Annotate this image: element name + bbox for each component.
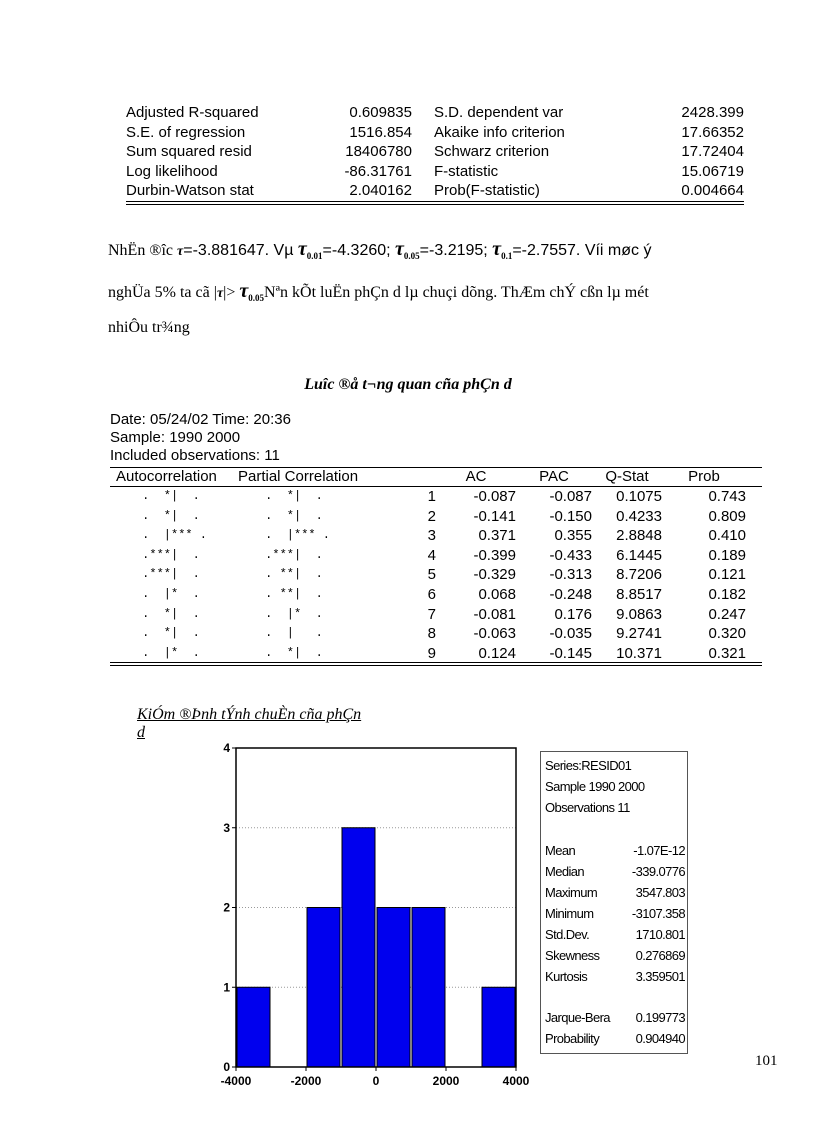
lag-value: 9 xyxy=(427,644,436,662)
correlogram-row xyxy=(110,487,762,507)
stats-line xyxy=(545,1031,685,1046)
ac-value: 0.371 xyxy=(478,527,516,545)
partial-correlation-bar: . *| . xyxy=(250,645,338,660)
histogram-bar xyxy=(342,828,375,1067)
stat-value: 0.609835 xyxy=(349,104,412,121)
stats-line-label: Jarque-Bera xyxy=(545,1010,610,1025)
stats-table-rule xyxy=(126,201,744,205)
stats-line-value: 1710.801 xyxy=(635,927,685,942)
result-paragraph-line1 xyxy=(108,238,758,261)
stats-line-value: -3107.358 xyxy=(631,906,685,921)
correlogram-date: Date: 05/24/02 Time: 20:36 xyxy=(110,411,291,428)
x-tick-label: 2000 xyxy=(432,1074,460,1088)
stat-value: 15.06719 xyxy=(681,162,744,180)
spacer xyxy=(412,162,434,182)
stat-label: Schwarz criterion xyxy=(434,143,550,160)
stats-observations: Observations 11 xyxy=(545,800,630,815)
stat-value: 17.66352 xyxy=(681,123,744,141)
stat-value: 2.040162 xyxy=(349,182,412,199)
qstat-value: 9.0863 xyxy=(616,605,662,623)
result-paragraph-line2 xyxy=(108,280,758,303)
qstat-value: 0.1075 xyxy=(616,488,662,505)
stats-line-value: 3547.803 xyxy=(635,885,685,900)
correlogram-meta xyxy=(110,411,291,465)
x-tick-label: -2000 xyxy=(290,1074,322,1088)
prob-value: 0.410 xyxy=(708,527,746,545)
qstat-value: 10.371 xyxy=(616,644,662,662)
ac-value: -0.329 xyxy=(473,566,516,584)
autocorrelation-bar: . *| . xyxy=(127,606,215,621)
qstat-value: 6.1445 xyxy=(616,546,662,564)
pac-value: -0.145 xyxy=(549,644,592,662)
text-fragment: |> xyxy=(223,284,240,301)
spacer xyxy=(412,142,434,162)
tau-symbol: τ xyxy=(395,238,404,260)
stats-line xyxy=(545,927,685,942)
result-paragraph-line3: nhiÔu tr¾ng xyxy=(108,319,190,336)
qstat-value: 8.7206 xyxy=(616,566,662,584)
x-tick-label: -4000 xyxy=(220,1074,252,1088)
ac-value: -0.087 xyxy=(473,488,516,505)
correlogram-row xyxy=(110,546,762,566)
correlogram-row xyxy=(110,624,762,644)
header-ac: AC xyxy=(465,468,487,485)
spacer xyxy=(412,103,434,123)
text-fragment: =-4.3260; xyxy=(322,242,396,259)
correlogram-bottom-rule xyxy=(110,662,762,666)
ac-value: -0.081 xyxy=(473,605,516,623)
text-fragment: N xyxy=(264,284,276,301)
stat-label: Adjusted R-squared xyxy=(126,104,259,121)
autocorrelation-bar: . *| . xyxy=(127,508,215,523)
prob-value: 0.809 xyxy=(708,507,746,525)
x-tick-label: 0 xyxy=(372,1074,380,1088)
stat-value: 2428.399 xyxy=(681,104,744,121)
pac-value: -0.150 xyxy=(549,507,592,525)
residual-histogram-chart xyxy=(220,742,536,1098)
prob-value: 0.182 xyxy=(708,585,746,603)
stats-row xyxy=(126,142,744,162)
correlogram-included: Included observations: 11 xyxy=(110,447,280,464)
stat-label: Durbin-Watson stat xyxy=(126,182,254,199)
stats-line-value: 0.199773 xyxy=(635,1010,685,1025)
correlogram-title: Luîc ®å t¬ng quan cña phÇn d xyxy=(304,376,512,393)
partial-correlation-bar: . | . xyxy=(250,626,338,641)
header-prob: Prob xyxy=(688,468,720,485)
stats-line xyxy=(545,906,685,921)
y-tick-label: 0 xyxy=(223,1060,230,1074)
stats-row xyxy=(126,181,744,201)
correlogram-row xyxy=(110,585,762,605)
stat-value: 1516.854 xyxy=(349,123,412,141)
stats-line-value: 0.904940 xyxy=(635,1031,685,1046)
prob-value: 0.121 xyxy=(708,566,746,584)
partial-correlation-bar: . |*** . xyxy=(250,528,338,543)
stat-value: 17.72404 xyxy=(681,143,744,160)
pac-value: -0.087 xyxy=(549,488,592,505)
stats-line xyxy=(545,969,685,984)
qstat-value: 2.8848 xyxy=(616,527,662,545)
stats-series: Series:RESID01 xyxy=(545,758,632,773)
descriptive-stats-box xyxy=(540,751,688,1054)
header-lag xyxy=(356,468,436,486)
header-qstat: Q-Stat xyxy=(605,468,649,485)
autocorrelation-bar: .***| . xyxy=(127,567,215,582)
histogram-title: KiÓm ®Þnh tÝnh chuÈn cña phÇn d xyxy=(137,706,362,741)
prob-value: 0.320 xyxy=(708,625,746,643)
stats-line-label: Maximum xyxy=(545,885,598,900)
autocorrelation-bar: . |* . xyxy=(127,586,215,601)
histogram-bar xyxy=(307,908,340,1068)
stats-line xyxy=(545,948,685,963)
pac-value: -0.248 xyxy=(549,585,592,603)
text-fragment: nghÜa 5% ta cã | xyxy=(108,284,217,301)
text-fragment: =-3.881647. Vµ xyxy=(183,242,298,259)
stats-line-label: Std.Dev. xyxy=(545,927,590,942)
text-fragment: =-3.2195; xyxy=(419,242,493,259)
stat-label: Prob(F-statistic) xyxy=(434,182,540,199)
stat-value: -86.31761 xyxy=(344,162,412,180)
stats-line-label: Minimum xyxy=(545,906,594,921)
stat-label: S.D. dependent var xyxy=(434,104,564,121)
stats-line-label: Probability xyxy=(545,1031,600,1046)
stats-line-value: 0.276869 xyxy=(635,948,685,963)
autocorrelation-bar: . *| . xyxy=(127,626,215,641)
lag-value: 1 xyxy=(427,488,436,505)
stats-row xyxy=(126,162,744,182)
text-fragment: =-2.7557. Víi møc ý xyxy=(512,242,652,259)
page-number: 101 xyxy=(755,1053,778,1069)
stats-line-label: Mean xyxy=(545,843,576,858)
tau-subscript: 0.01 xyxy=(306,251,323,261)
tau-subscript: 0.05 xyxy=(403,251,420,261)
tau-symbol: τ xyxy=(177,244,184,259)
qstat-value: 0.4233 xyxy=(616,507,662,525)
lag-value: 6 xyxy=(427,585,436,603)
y-tick-label: 1 xyxy=(223,980,230,995)
partial-correlation-bar: . *| . xyxy=(250,508,338,523)
stats-line xyxy=(545,1010,685,1025)
pac-value: -0.035 xyxy=(549,625,592,643)
histogram-bar xyxy=(237,987,270,1067)
autocorrelation-bar: . *| . xyxy=(127,489,215,503)
stats-line xyxy=(545,864,685,879)
y-tick-label: 4 xyxy=(223,742,230,755)
stat-label: Sum squared resid xyxy=(126,143,252,160)
pac-value: 0.176 xyxy=(554,605,592,623)
ac-value: 0.068 xyxy=(478,585,516,603)
partial-correlation-bar: . |* . xyxy=(250,606,338,621)
prob-value: 0.743 xyxy=(708,488,746,505)
stat-label: Akaike info criterion xyxy=(434,123,565,141)
stats-line-label: Kurtosis xyxy=(545,969,588,984)
header-pac: PAC xyxy=(539,468,569,485)
histogram-bar xyxy=(377,908,410,1068)
stat-label: S.E. of regression xyxy=(126,123,246,141)
prob-value: 0.247 xyxy=(708,605,746,623)
stats-sample: Sample 1990 2000 xyxy=(545,779,645,794)
tau-symbol: τ xyxy=(297,238,307,260)
header-partial-correlation: Partial Correlation xyxy=(238,468,359,485)
tau-symbol: τ xyxy=(492,238,502,260)
stats-line-label: Skewness xyxy=(545,948,600,963)
stats-line xyxy=(545,843,685,858)
stats-line-label: Median xyxy=(545,864,585,879)
correlogram-sample: Sample: 1990 2000 xyxy=(110,429,241,446)
autocorrelation-bar: .***| . xyxy=(127,547,215,562)
correlogram-row xyxy=(110,644,762,664)
text-fragment: NhËn ®îc xyxy=(108,242,178,259)
correlogram-body xyxy=(110,487,762,663)
tau-symbol: τ xyxy=(216,286,224,301)
stats-row xyxy=(126,103,744,123)
stat-label: Log likelihood xyxy=(126,162,218,180)
histogram-bar xyxy=(482,987,515,1067)
y-tick-label: 2 xyxy=(223,900,230,915)
autocorrelation-bar: . |* . xyxy=(127,645,215,660)
stats-line-value: -1.07E-12 xyxy=(633,843,685,858)
partial-correlation-bar: .***| . xyxy=(250,547,338,562)
qstat-value: 8.8517 xyxy=(616,585,662,603)
correlogram-table xyxy=(110,467,762,663)
spacer xyxy=(412,123,434,143)
qstat-value: 9.2741 xyxy=(616,625,662,643)
correlogram-row xyxy=(110,605,762,625)
lag-value: 4 xyxy=(427,546,436,564)
lag-value: 3 xyxy=(427,527,436,545)
lag-value: 5 xyxy=(427,566,436,584)
pac-value: -0.433 xyxy=(549,546,592,564)
correlogram-row xyxy=(110,507,762,527)
lag-value: 8 xyxy=(427,625,436,643)
stat-value: 18406780 xyxy=(345,143,412,160)
stats-line-value: 3.359501 xyxy=(635,969,685,984)
ac-value: -0.399 xyxy=(473,546,516,564)
stat-label: F-statistic xyxy=(434,162,499,180)
correlogram-row xyxy=(110,526,762,546)
prob-value: 0.189 xyxy=(708,546,746,564)
correlogram-header-row xyxy=(110,467,762,487)
lag-value: 7 xyxy=(427,605,436,623)
partial-correlation-bar: . *| . xyxy=(250,489,338,503)
tau-symbol: τ xyxy=(239,280,249,302)
pac-value: -0.313 xyxy=(549,566,592,584)
histogram-bar xyxy=(412,908,445,1068)
regression-stats-table xyxy=(126,103,744,201)
tau-subscript: 0.1 xyxy=(501,251,513,261)
stats-line xyxy=(545,885,685,900)
ac-value: -0.063 xyxy=(473,625,516,643)
tau-subscript: 0.05 xyxy=(248,293,265,303)
correlogram-row xyxy=(110,565,762,585)
pac-value: 0.355 xyxy=(554,527,592,545)
lag-value: 2 xyxy=(427,507,436,525)
prob-value: 0.321 xyxy=(708,644,746,662)
partial-correlation-bar: . **| . xyxy=(250,586,338,601)
stat-value: 0.004664 xyxy=(681,182,744,199)
stats-line-value: -339.0776 xyxy=(631,864,685,879)
stats-row xyxy=(126,123,744,143)
y-tick-label: 3 xyxy=(223,820,230,835)
header-autocorrelation: Autocorrelation xyxy=(116,468,217,485)
partial-correlation-bar: . **| . xyxy=(250,567,338,582)
autocorrelation-bar: . |*** . xyxy=(127,528,215,543)
ac-value: -0.141 xyxy=(473,507,516,525)
x-tick-label: 4000 xyxy=(502,1074,530,1088)
text-fragment: ªn kÕt luËn phÇn d lµ chuçi dõng. ThÆm chÝ cßn lµ mét xyxy=(275,284,649,301)
spacer xyxy=(412,181,434,201)
ac-value: 0.124 xyxy=(478,644,516,662)
